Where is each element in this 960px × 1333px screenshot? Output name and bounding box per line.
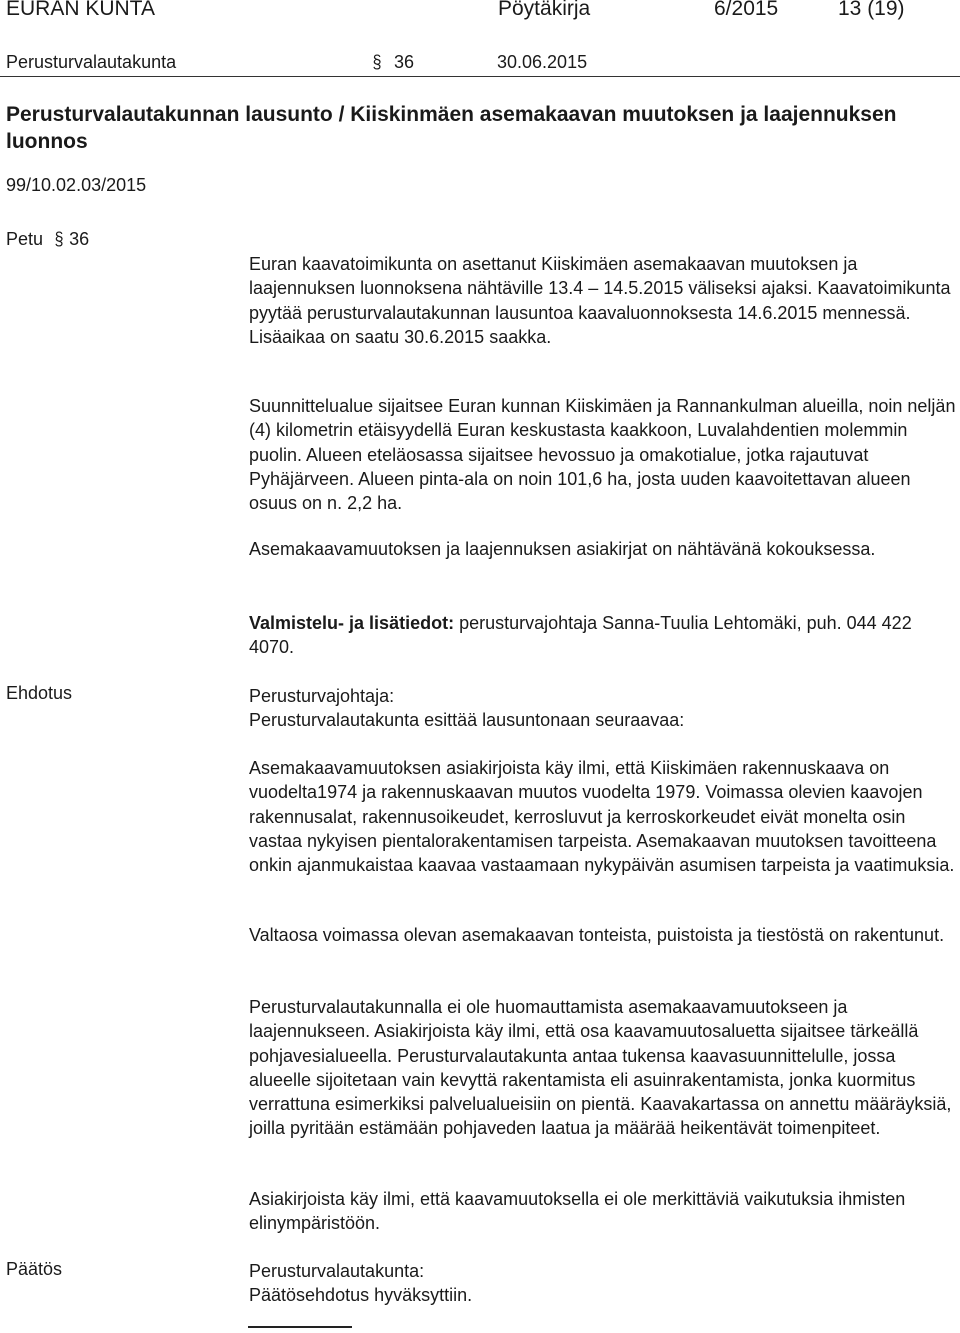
decision-text: Päätösehdotus hyväksyttiin.	[249, 1285, 473, 1305]
proposal-paragraph-4: Asiakirjoista käy ilmi, että kaavamuutoksella ei ole merkittäviä vaikutuksia ihmisten elinympäristöön.	[249, 1189, 906, 1234]
preparation-info	[249, 611, 960, 660]
proposal-paragraph-2: Valtaosa voimassa olevan asemakaavan tonteista, puistoista ja tiestöstä on rakentunut.	[249, 925, 945, 945]
body-paragraph-3: Asemakaavamuutoksen ja laajennuksen asiakirjat on nähtävänä kokouksessa.	[249, 539, 876, 559]
diary-number: 99/10.02.03/2015	[6, 175, 147, 195]
case-label: Petu § 36	[6, 229, 90, 249]
document-title: Perusturvalautakunnan lausunto / Kiiskinmäen asemakaavan muutoksen ja laajennuksen luonnos	[6, 103, 897, 153]
proposal-author: Perusturvajohtaja:	[249, 686, 395, 706]
proposal-intro: Perusturvalautakunta esittää lausuntonaan seuraavaa:	[249, 710, 685, 730]
decision-label: Päätös	[6, 1259, 63, 1279]
meeting-date: 30.06.2015	[497, 52, 588, 72]
proposal-paragraph-3: Perusturvalautakunnalla ei ole huomauttamista asemakaavamuutokseen ja laajennukseen. Asiakirjoista käy ilmi, että osa kaavamuutosaluetta sijaitsee tärkeällä pohjavesialueella. Perusturvalautakunta antaa tukensa kaavasuunnittelulle, jossa alueelle sijoitetaan vain kevyttä rakentamista eli asuinrakentamista, jonka kuormitus verrattuna esimerkiksi palvelualueisiin on pientä. Kaavakartassa on annettu määräyksiä, joilla pyritään estämään pohjaveden laatua ja määrää heikentävät toimenpiteet.	[249, 997, 952, 1139]
doc-type: Pöytäkirja	[498, 0, 591, 20]
doc-number: 6/2015	[714, 0, 779, 20]
page-number: 13 (19)	[838, 0, 905, 20]
preparation-contact: perusturvajohtaja Sanna-Tuulia Lehtomäki, puh. 044 422 4070.	[249, 613, 912, 658]
body-paragraph-2: Suunnittelualue sijaitsee Euran kunnan Kiiskimäen ja Rannankulman alueilla, noin neljän (4) kilometrin etäisyydellä Euran keskustasta kaakkoon, Luvalahdentien molemmin puolin. Alueen eteläosassa sijaitsee hevossuo ja omakotialue, jotka rajautuvat Pyhäjärveen. Alueen pinta-ala on noin 101,6 ha, josta uuden kaavoitettavan alueen osuus on n. 2,2 ha.	[249, 396, 956, 514]
section-symbol: §	[372, 52, 382, 72]
signature-rule	[248, 1326, 352, 1328]
decision-author: Perusturvalautakunta:	[249, 1261, 425, 1281]
section-number: 36	[394, 52, 415, 72]
proposal-label: Ehdotus	[6, 683, 73, 703]
body-paragraph-1: Euran kaavatoimikunta on asettanut Kiiskimäen asemakaavan muutoksen ja laajennuksen luonnoksena nähtäville 13.4 – 14.5.2015 väliseksi ajaksi. Kaavatoimikunta pyytää perusturvalautakunnan lausuntoa kaavaluonnoksesta 14.6.2015 mennessä. Lisäaikaa on saatu 30.6.2015 saakka.	[249, 254, 951, 347]
org-name: EURAN KUNTA	[6, 0, 155, 20]
header-rule	[0, 76, 960, 77]
preparation-label: Valmistelu- ja lisätiedot:	[249, 613, 455, 633]
board-name: Perusturvalautakunta	[6, 52, 177, 72]
proposal-paragraph-1: Asemakaavamuutoksen asiakirjoista käy ilmi, että Kiiskimäen rakennuskaava on vuodelta1974 ja rakennuskaavan muutos vuodelta 1979. Voimassa olevien kaavojen rakennusalat, rakennusoikeudet, kerrosluvut ja kerroskorkeudet eivät monelta osin vastaa nykyisen pientalorakentamisen tarpeista. Asemakaavan muutoksen tavoitteena onkin ajanmukaistaa kaavaa vastaamaan nykypäivän asumisen tarpeista ja vaatimuksia.	[249, 758, 955, 876]
